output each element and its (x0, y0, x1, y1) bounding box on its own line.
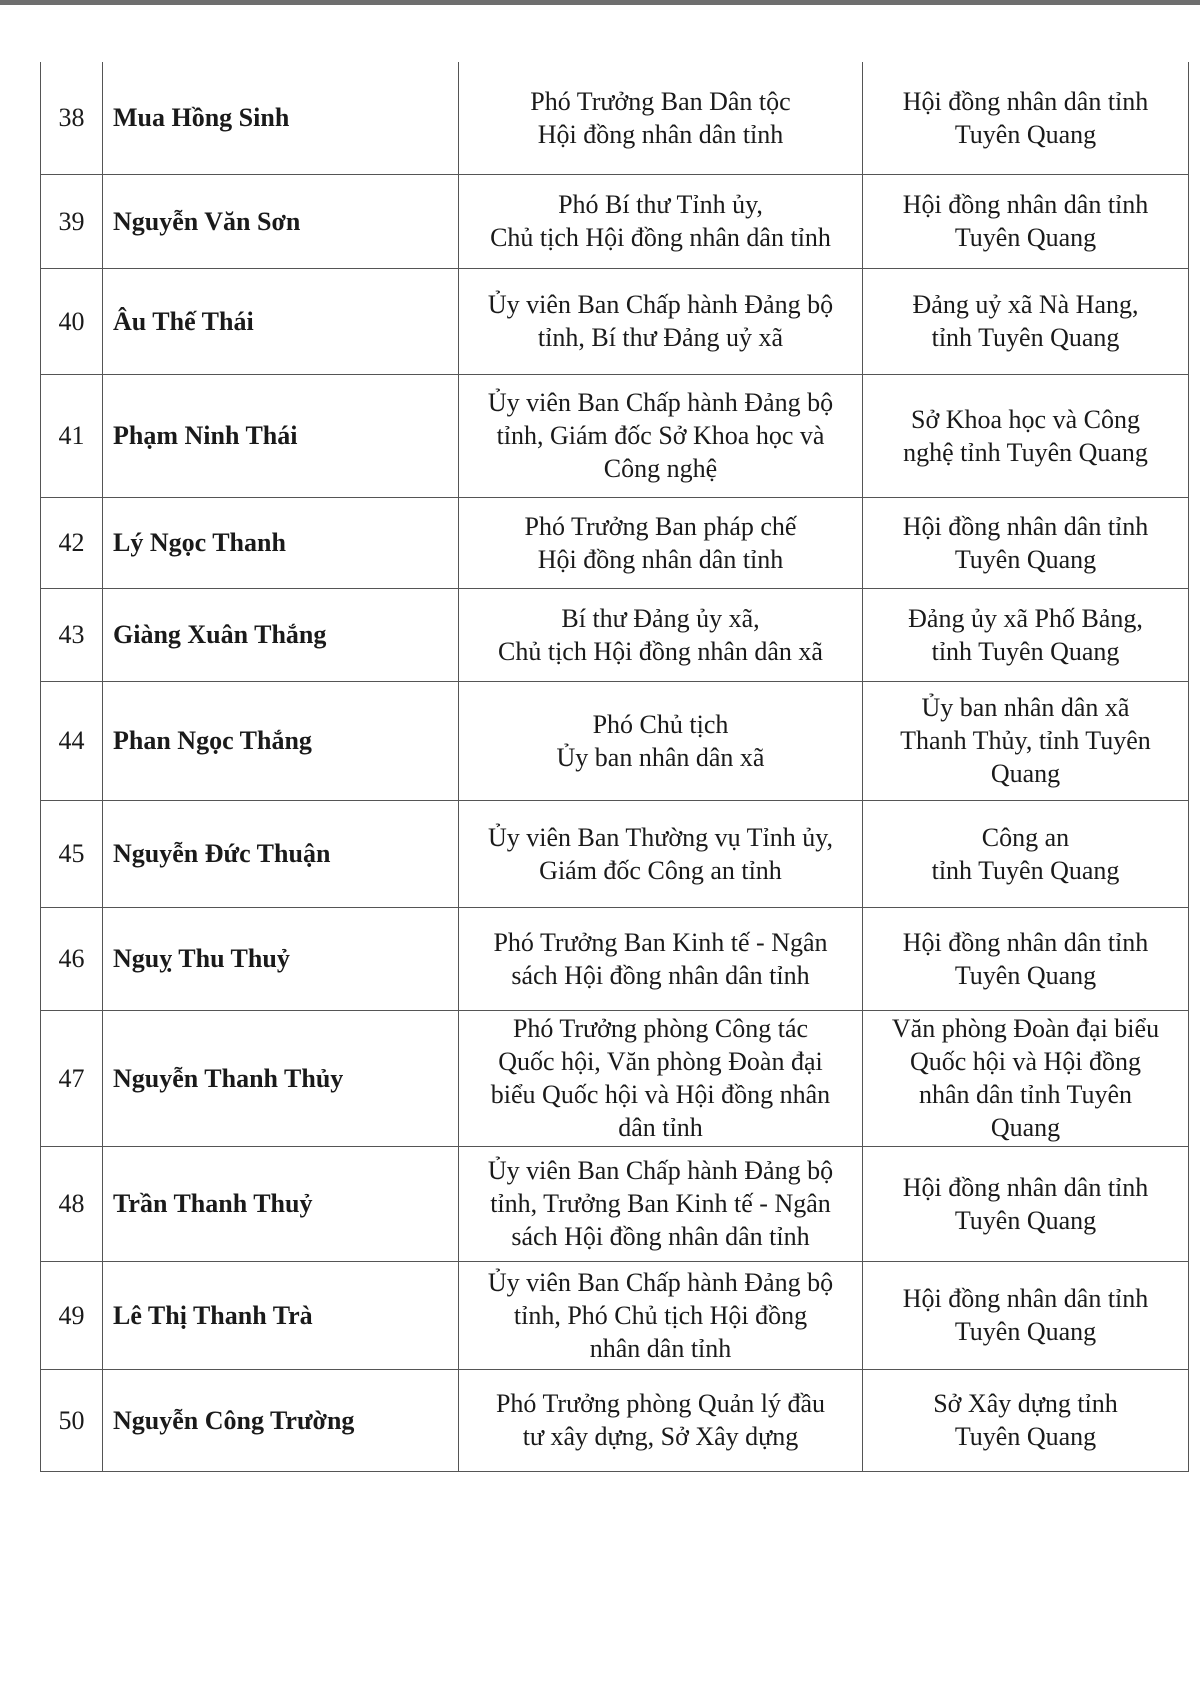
work-unit-cell (863, 588, 1189, 681)
table-row (41, 800, 1189, 907)
position-cell (459, 1261, 863, 1369)
work-unit-cell (863, 62, 1189, 174)
position-cell (459, 268, 863, 374)
row-number-cell: 40 (41, 268, 103, 374)
position-line: nhân dân tỉnh (589, 1333, 732, 1363)
work-unit-cell (863, 497, 1189, 588)
work-unit-line: Đảng ủy xã Phố Bảng, (908, 603, 1143, 633)
work-unit-cell (863, 1369, 1189, 1471)
position-line: tỉnh, Trưởng Ban Kinh tế - Ngân (490, 1189, 831, 1218)
position-line: Ủy viên Ban Chấp hành Đảng bộ (487, 1267, 834, 1297)
delegate-name-cell: Nguyễn Thanh Thủy (103, 1010, 459, 1146)
position-cell (459, 174, 863, 268)
position-line: tỉnh, Bí thư Đảng uỷ xã (537, 323, 784, 352)
position-line: Hội đồng nhân dân tỉnh (537, 119, 784, 149)
delegate-name-cell: Mua Hồng Sinh (103, 62, 459, 174)
work-unit-line: Tuyên Quang (954, 119, 1097, 149)
row-number-cell: 41 (41, 374, 103, 497)
table-row (41, 62, 1189, 174)
table-row (41, 1261, 1189, 1369)
work-unit-cell (863, 374, 1189, 497)
position-line: Ủy viên Ban Chấp hành Đảng bộ (487, 290, 834, 319)
work-unit-line: Sở Xây dựng tỉnh (933, 1389, 1118, 1418)
work-unit-line: Quang (990, 759, 1061, 788)
position-cell (459, 907, 863, 1010)
work-unit-cell (863, 907, 1189, 1010)
row-number-cell: 50 (41, 1369, 103, 1471)
row-number-cell: 42 (41, 497, 103, 588)
row-number-cell: 46 (41, 907, 103, 1010)
work-unit-line: Hội đồng nhân dân tỉnh (902, 1284, 1149, 1313)
work-unit-cell (863, 681, 1189, 800)
row-number-cell: 39 (41, 174, 103, 268)
table-row (41, 497, 1189, 588)
position-line: tư xây dựng, Sở Xây dựng (522, 1422, 799, 1451)
work-unit-line: tỉnh Tuyên Quang (931, 636, 1120, 666)
work-unit-line: tỉnh Tuyên Quang (931, 855, 1120, 885)
row-number-cell: 47 (41, 1010, 103, 1146)
position-line: Quốc hội, Văn phòng Đoàn đại (498, 1047, 823, 1076)
position-line: tỉnh, Phó Chủ tịch Hội đồng (513, 1300, 808, 1330)
work-unit-line: Đảng uỷ xã Nà Hang, (912, 290, 1139, 319)
table-row (41, 174, 1189, 268)
position-line: Phó Trưởng Ban pháp chế (524, 511, 797, 541)
delegate-table-body (41, 62, 1189, 1471)
work-unit-line: Hội đồng nhân dân tỉnh (902, 1172, 1149, 1202)
position-line: Hội đồng nhân dân tỉnh (537, 544, 784, 574)
work-unit-line: Quang (990, 1113, 1061, 1142)
table-row (41, 681, 1189, 800)
work-unit-line: Hội đồng nhân dân tỉnh (902, 86, 1149, 116)
position-cell (459, 1146, 863, 1261)
position-line: Ủy viên Ban Chấp hành Đảng bộ (487, 1156, 834, 1185)
table-row (41, 1146, 1189, 1261)
delegate-name-cell: Lê Thị Thanh Trà (103, 1261, 459, 1369)
work-unit-line: Hội đồng nhân dân tỉnh (902, 190, 1149, 219)
work-unit-line: Văn phòng Đoàn đại biểu (891, 1014, 1160, 1043)
position-line: Phó Chủ tịch (592, 709, 729, 739)
position-line: Phó Trưởng Ban Dân tộc (530, 86, 791, 116)
position-line: tỉnh, Giám đốc Sở Khoa học và (496, 421, 825, 450)
position-line: sách Hội đồng nhân dân tỉnh (511, 960, 810, 990)
work-unit-line: Ủy ban nhân dân xã (921, 693, 1130, 722)
work-unit-line: Tuyên Quang (954, 223, 1097, 252)
table-row (41, 1369, 1189, 1471)
row-number-cell: 49 (41, 1261, 103, 1369)
work-unit-line: Hội đồng nhân dân tỉnh (902, 511, 1149, 541)
table-row (41, 907, 1189, 1010)
work-unit-line: Tuyên Quang (954, 544, 1097, 574)
position-line: Bí thư Đảng ủy xã, (561, 603, 760, 633)
position-line: Công nghệ (603, 454, 718, 483)
position-line: dân tỉnh (618, 1113, 703, 1142)
position-line: Chủ tịch Hội đồng nhân dân xã (498, 636, 823, 666)
position-cell (459, 800, 863, 907)
position-cell (459, 588, 863, 681)
position-line: Phó Trưởng phòng Công tác (512, 1014, 809, 1043)
position-line: Phó Trưởng phòng Quản lý đầu (495, 1389, 826, 1418)
position-line: Phó Bí thư Tỉnh ủy, (558, 190, 763, 219)
position-cell (459, 681, 863, 800)
work-unit-line: Tuyên Quang (954, 960, 1097, 990)
table-row (41, 1010, 1189, 1146)
delegate-name-cell: Phạm Ninh Thái (103, 374, 459, 497)
table-row (41, 268, 1189, 374)
row-number-cell: 48 (41, 1146, 103, 1261)
row-number-cell: 38 (41, 62, 103, 174)
work-unit-line: Quốc hội và Hội đồng (909, 1047, 1142, 1076)
row-number-cell: 45 (41, 800, 103, 907)
position-cell (459, 374, 863, 497)
delegate-name-cell: Phan Ngọc Thắng (103, 681, 459, 800)
delegate-name-cell: Lý Ngọc Thanh (103, 497, 459, 588)
position-cell (459, 497, 863, 588)
work-unit-cell (863, 1146, 1189, 1261)
position-line: Chủ tịch Hội đồng nhân dân tỉnh (490, 223, 831, 252)
position-line: Ủy ban nhân dân xã (556, 742, 765, 772)
work-unit-cell (863, 268, 1189, 374)
position-line: Phó Trưởng Ban Kinh tế - Ngân (493, 927, 828, 957)
delegate-name-cell: Trần Thanh Thuỷ (103, 1146, 459, 1261)
row-number-cell: 43 (41, 588, 103, 681)
work-unit-cell (863, 1261, 1189, 1369)
delegate-table (40, 62, 1189, 1472)
work-unit-cell (863, 174, 1189, 268)
table-row (41, 374, 1189, 497)
work-unit-line: Thanh Thủy, tỉnh Tuyên (900, 726, 1151, 755)
position-cell (459, 62, 863, 174)
work-unit-cell (863, 800, 1189, 907)
work-unit-line: Tuyên Quang (954, 1422, 1097, 1451)
delegate-name-cell: Nguyễn Văn Sơn (103, 174, 459, 268)
delegate-name-cell: Giàng Xuân Thắng (103, 588, 459, 681)
delegate-name-cell: Nguyễn Công Trường (103, 1369, 459, 1471)
work-unit-line: Hội đồng nhân dân tỉnh (902, 927, 1149, 957)
position-line: biểu Quốc hội và Hội đồng nhân (490, 1080, 831, 1109)
work-unit-line: tỉnh Tuyên Quang (931, 323, 1120, 352)
work-unit-line: nhân dân tỉnh Tuyên (918, 1080, 1133, 1109)
position-cell (459, 1369, 863, 1471)
page-top-border (0, 0, 1200, 5)
position-line: sách Hội đồng nhân dân tỉnh (511, 1222, 810, 1251)
work-unit-line: Công an (981, 822, 1070, 852)
delegate-name-cell: Nguỵ Thu Thuỷ (103, 907, 459, 1010)
row-number-cell: 44 (41, 681, 103, 800)
work-unit-line: Tuyên Quang (954, 1317, 1097, 1346)
delegate-name-cell: Nguyễn Đức Thuận (103, 800, 459, 907)
delegate-name-cell: Âu Thế Thái (103, 268, 459, 374)
work-unit-line: Sở Khoa học và Công (911, 404, 1140, 434)
work-unit-cell (863, 1010, 1189, 1146)
position-cell (459, 1010, 863, 1146)
work-unit-line: nghệ tỉnh Tuyên Quang (903, 437, 1148, 467)
position-line: Giám đốc Công an tỉnh (539, 855, 782, 885)
position-line: Ủy viên Ban Chấp hành Đảng bộ (487, 388, 834, 417)
position-line: Ủy viên Ban Thường vụ Tỉnh ủy, (487, 822, 834, 852)
table-row (41, 588, 1189, 681)
work-unit-line: Tuyên Quang (954, 1205, 1097, 1235)
